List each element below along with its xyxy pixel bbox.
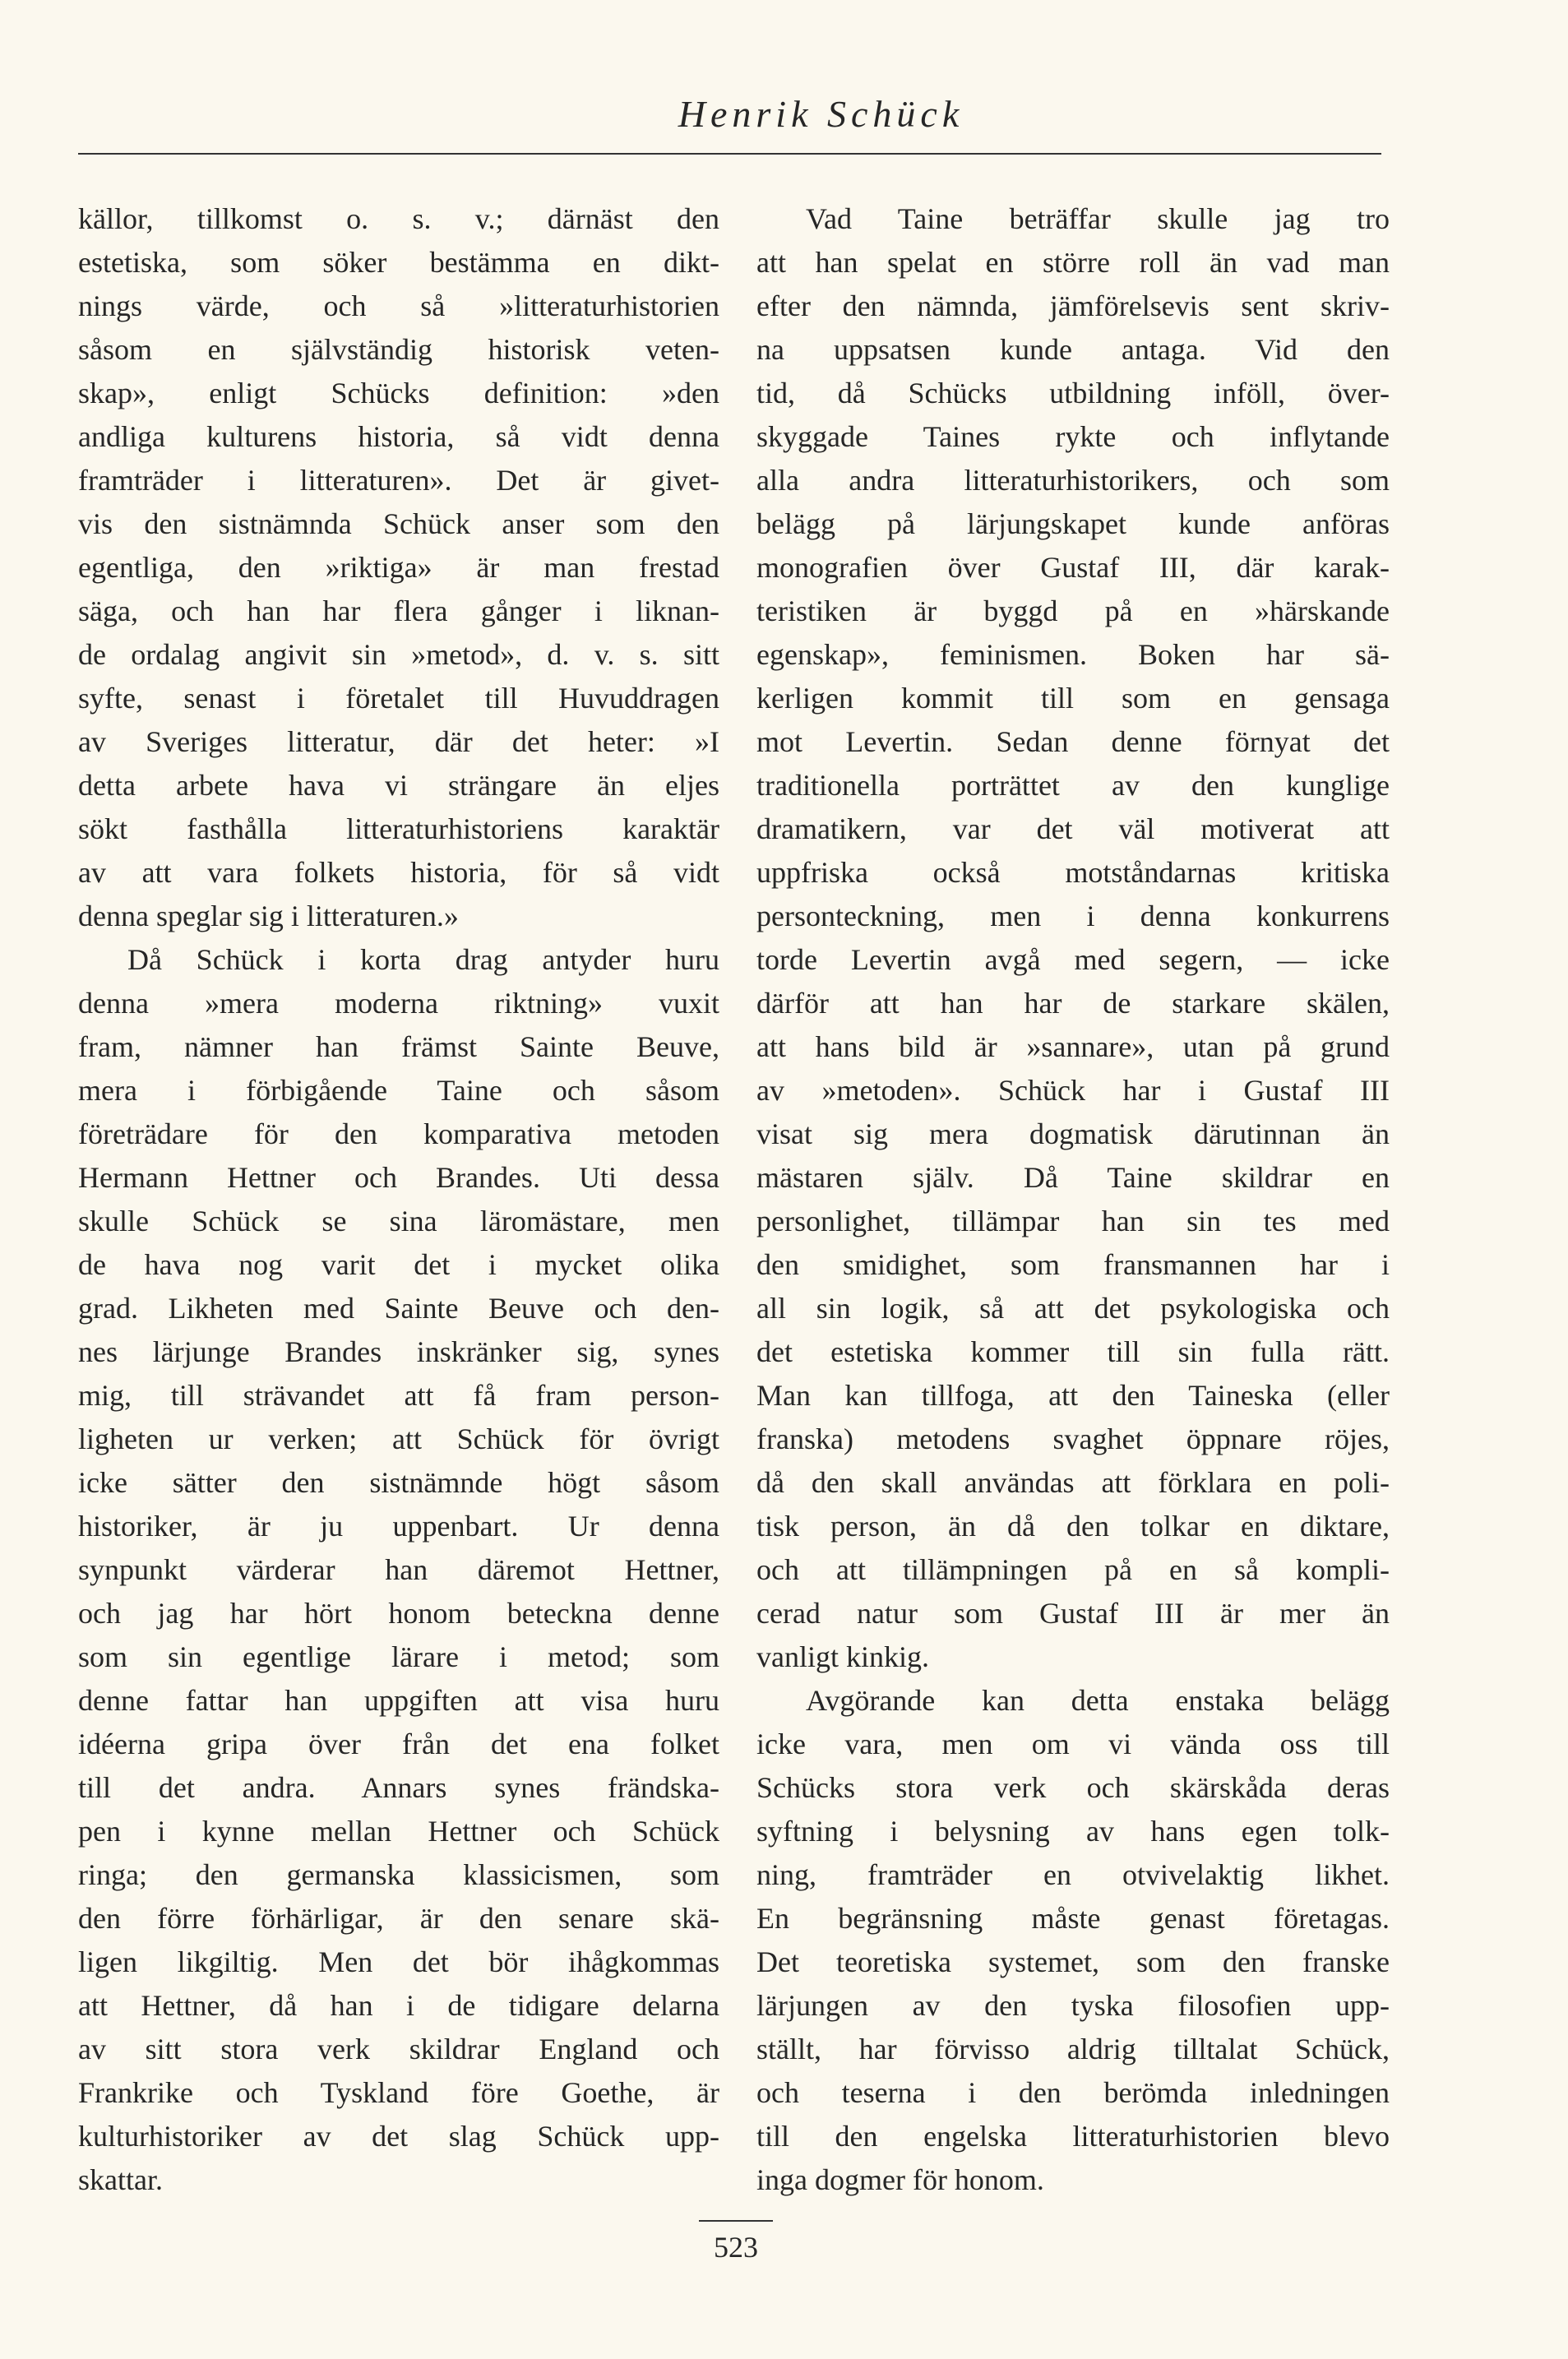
text-line: den förre förhärligar, är den senare skä- (78, 1902, 719, 1935)
text-line: till den engelska litteraturhistorien blevo (756, 2120, 1390, 2153)
text-line: Schücks stora verk och skärskåda deras (756, 1771, 1390, 1804)
text-line: syftning i belysning av hans egen tolk- (756, 1815, 1390, 1848)
text-column-left (78, 197, 719, 2202)
text-line: icke vara, men om vi vända oss till (756, 1728, 1390, 1760)
text-line: pen i kynne mellan Hettner och Schück (78, 1815, 719, 1848)
text-line: nings värde, och så »litteraturhistorien (78, 289, 719, 322)
text-line: Då Schück i korta drag antyder huru (127, 943, 719, 976)
paragraph (756, 197, 1390, 1679)
text-line: denna speglar sig i litteraturen.» (78, 900, 459, 932)
text-line: Hermann Hettner och Brandes. Uti dessa (78, 1161, 719, 1194)
text-line: de ordalag angivit sin »metod», d. v. s. sitt (78, 638, 719, 671)
text-line: detta arbete hava vi strängare än eljes (78, 769, 719, 802)
text-line: att han spelat en större roll än vad man (756, 246, 1390, 279)
page-number-rule (699, 2220, 773, 2222)
text-line: ligen likgiltig. Men det bör ihågkommas (78, 1945, 719, 1978)
text-line: grad. Likheten med Sainte Beuve och den- (78, 1292, 719, 1325)
text-line: all sin logik, så att det psykologiska och (756, 1292, 1390, 1325)
paragraph (756, 1679, 1390, 2202)
text-line: belägg på lärjungskapet kunde anföras (756, 507, 1390, 540)
text-line: Det teoretiska systemet, som den franske (756, 1945, 1390, 1978)
text-line: mot Levertin. Sedan denne förnyat det (756, 725, 1390, 758)
text-line: idéerna gripa över från det ena folket (78, 1728, 719, 1760)
text-line: mästaren själv. Då Taine skildrar en (756, 1161, 1390, 1194)
text-line: efter den nämnda, jämförelsevis sent skriv- (756, 289, 1390, 322)
text-line: av att vara folkets historia, för så vidt (78, 856, 719, 889)
text-line: uppfriska också motståndarnas kritiska (756, 856, 1390, 889)
text-line: syfte, senast i företalet till Huvuddragen (78, 682, 719, 715)
text-line: personlighet, tillämpar han sin tes med (756, 1205, 1390, 1237)
header-rule (78, 153, 1381, 155)
text-line: synpunkt värderar han däremot Hettner, (78, 1553, 719, 1586)
text-line: sökt fasthålla litteraturhistoriens karaktär (78, 812, 719, 845)
text-line: tisk person, än då den tolkar en diktare, (756, 1510, 1390, 1543)
text-line: till det andra. Annars synes frändska- (78, 1771, 719, 1804)
text-line: Avgörande kan detta enstaka belägg (806, 1684, 1390, 1717)
text-line: skyggade Taines rykte och inflytande (756, 420, 1390, 453)
text-line: skap», enligt Schücks definition: »den (78, 377, 719, 409)
text-line: egentliga, den »riktiga» är man frestad (78, 551, 719, 584)
text-line: denna »mera moderna riktning» vuxit (78, 987, 719, 1020)
text-line: En begränsning måste genast företagas. (756, 1902, 1390, 1935)
text-line: denne fattar han uppgiften att visa huru (78, 1684, 719, 1717)
text-line: visat sig mera dogmatisk därutinnan än (756, 1117, 1390, 1150)
text-line: av sitt stora verk skildrar England och (78, 2033, 719, 2065)
text-line: na uppsatsen kunde antaga. Vid den (756, 333, 1390, 366)
text-line: traditionella porträttet av den kunglige (756, 769, 1390, 802)
text-line: av »metoden». Schück har i Gustaf III (756, 1074, 1390, 1107)
text-line: källor, tillkomst o. s. v.; därnäst den (78, 202, 719, 235)
text-line: då den skall användas att förklara en poli- (756, 1466, 1390, 1499)
text-line: vis den sistnämnda Schück anser som den (78, 507, 719, 540)
text-line: skattar. (78, 2163, 163, 2196)
text-line: och jag har hört honom beteckna denne (78, 1597, 719, 1630)
text-line: mig, till strävandet att få fram person- (78, 1379, 719, 1412)
text-line: monografien över Gustaf III, där karak- (756, 551, 1390, 584)
text-line: de hava nog varit det i mycket olika (78, 1248, 719, 1281)
text-line: det estetiska kommer till sin fulla rätt. (756, 1335, 1390, 1368)
text-line: andliga kulturens historia, så vidt denna (78, 420, 719, 453)
text-line: företrädare för den komparativa metoden (78, 1117, 719, 1150)
text-line: därför att han har de starkare skälen, (756, 987, 1390, 1020)
text-line: nes lärjunge Brandes inskränker sig, synes (78, 1335, 719, 1368)
text-line: mera i förbigående Taine och såsom (78, 1074, 719, 1107)
text-line: skulle Schück se sina läromästare, men (78, 1205, 719, 1237)
text-line: såsom en självständig historisk veten- (78, 333, 719, 366)
text-line: Man kan tillfoga, att den Taineska (eller (756, 1379, 1390, 1412)
text-line: att hans bild är »sannare», utan på grund (756, 1030, 1390, 1063)
text-line: Frankrike och Tyskland före Goethe, är (78, 2076, 719, 2109)
page-number: 523 (714, 2231, 758, 2264)
paragraph (78, 197, 719, 938)
text-line: lärjungen av den tyska filosofien upp- (756, 1989, 1390, 2022)
text-line: Vad Taine beträffar skulle jag tro (806, 202, 1390, 235)
text-line: historiker, är ju uppenbart. Ur denna (78, 1510, 719, 1543)
text-line: franska) metodens svaghet öppnare röjes, (756, 1422, 1390, 1455)
text-line: som sin egentlige lärare i metod; som (78, 1640, 719, 1673)
text-line: icke sätter den sistnämnde högt såsom (78, 1466, 719, 1499)
text-line: kerligen kommit till som en gensaga (756, 682, 1390, 715)
text-line: framträder i litteraturen». Det är givet- (78, 464, 719, 497)
text-line: torde Levertin avgå med segern, — icke (756, 943, 1390, 976)
text-line: att Hettner, då han i de tidigare delarna (78, 1989, 719, 2022)
text-line: vanligt kinkig. (756, 1640, 929, 1673)
text-line: inga dogmer för honom. (756, 2163, 1044, 2196)
text-line: och att tillämpningen på en så kompli- (756, 1553, 1390, 1586)
text-line: ställt, har förvisso aldrig tilltalat Schück, (756, 2033, 1390, 2065)
text-line: cerad natur som Gustaf III är mer än (756, 1597, 1390, 1630)
paragraph (78, 938, 719, 2202)
text-line: fram, nämner han främst Sainte Beuve, (78, 1030, 719, 1063)
text-line: dramatikern, var det väl motiverat att (756, 812, 1390, 845)
text-line: egenskap», feminismen. Boken har sä- (756, 638, 1390, 671)
text-line: och teserna i den berömda inledningen (756, 2076, 1390, 2109)
text-line: säga, och han har flera gånger i liknan- (78, 594, 719, 627)
text-line: av Sveriges litteratur, där det heter: »I (78, 725, 719, 758)
text-line: ligheten ur verken; att Schück för övrigt (78, 1422, 719, 1455)
text-line: personteckning, men i denna konkurrens (756, 900, 1390, 932)
text-line: ringa; den germanska klassicismen, som (78, 1858, 719, 1891)
running-head: Henrik Schück (678, 93, 964, 135)
text-line: kulturhistoriker av det slag Schück upp- (78, 2120, 719, 2153)
text-line: den smidighet, som fransmannen har i (756, 1248, 1390, 1281)
text-line: tid, då Schücks utbildning inföll, över- (756, 377, 1390, 409)
text-column-right (756, 197, 1390, 2202)
text-line: ning, framträder en otvivelaktig likhet. (756, 1858, 1390, 1891)
text-line: estetiska, som söker bestämma en dikt- (78, 246, 719, 279)
text-line: teristiken är byggd på en »härskande (756, 594, 1390, 627)
text-line: alla andra litteraturhistorikers, och som (756, 464, 1390, 497)
